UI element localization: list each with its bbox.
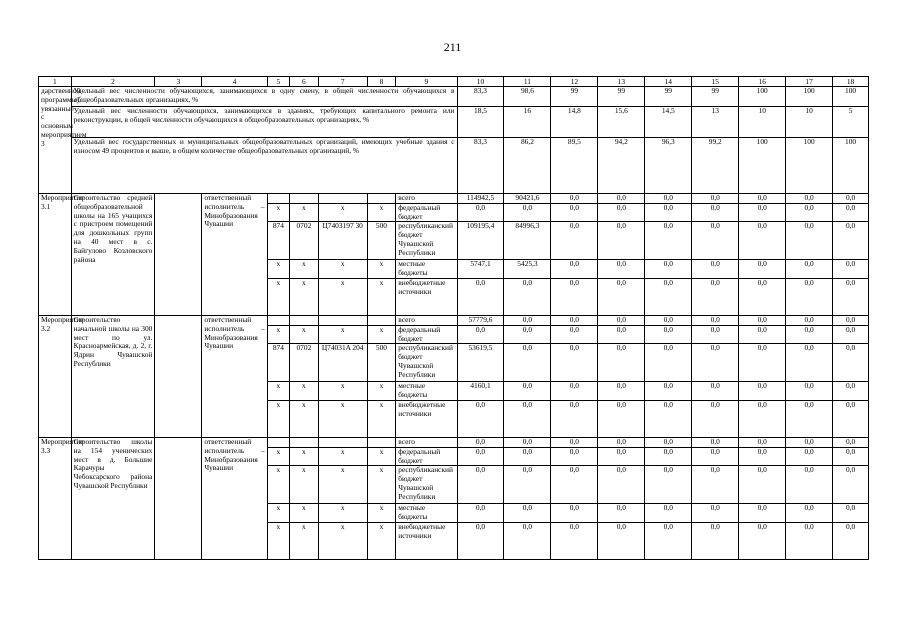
budget-code-cell: 500: [367, 222, 396, 260]
funding-value: 0,0: [645, 437, 692, 447]
header-cell: 1: [39, 77, 72, 87]
header-cell: 8: [367, 77, 396, 87]
funding-value: 0,0: [504, 522, 551, 559]
funding-value: 0,0: [645, 325, 692, 344]
funding-value: 0,0: [786, 278, 833, 315]
budget-code-cell: [367, 437, 396, 447]
funding-source: внебюджетные источники: [396, 522, 457, 559]
budget-code-cell: x: [367, 447, 396, 466]
funding-row: [39, 437, 869, 447]
funding-source: всего: [396, 315, 457, 325]
measure-name: Строительство начальной школы на 300 мест по ул. Красноармейская, д. 2, г. Ядрин Чувашской Республики: [71, 315, 155, 437]
funding-value: 0,0: [551, 522, 598, 559]
funding-value: 0,0: [786, 315, 833, 325]
indicator-value: 100: [786, 87, 833, 107]
funding-value: 0,0: [692, 466, 739, 504]
funding-value: 0,0: [504, 382, 551, 401]
budget-code-cell: x: [267, 260, 289, 279]
funding-value: 0,0: [786, 325, 833, 344]
indicator-value: 100: [833, 138, 869, 194]
budget-code-cell: [267, 437, 289, 447]
funding-source: всего: [396, 194, 457, 204]
funding-value: 0,0: [645, 447, 692, 466]
funding-value: 0,0: [833, 382, 869, 401]
header-cell: 10: [457, 77, 504, 87]
funding-value: 0,0: [692, 504, 739, 523]
indicator-value: 96,3: [645, 138, 692, 194]
funding-value: 0,0: [504, 437, 551, 447]
funding-value: 0,0: [786, 222, 833, 260]
budget-code-cell: x: [267, 504, 289, 523]
budget-code-cell: x: [318, 203, 367, 222]
funding-value: 0,0: [551, 222, 598, 260]
funding-value: 0,0: [551, 194, 598, 204]
budget-code-cell: x: [318, 466, 367, 504]
measure-col3: [155, 315, 202, 437]
funding-value: 0,0: [551, 504, 598, 523]
funding-value: 0,0: [598, 325, 645, 344]
funding-value: 0,0: [692, 203, 739, 222]
budget-code-cell: [290, 315, 319, 325]
funding-value: 0,0: [692, 315, 739, 325]
funding-value: 0,0: [833, 203, 869, 222]
funding-value: 0,0: [645, 382, 692, 401]
budget-code-cell: x: [318, 504, 367, 523]
budget-code-cell: 874: [267, 344, 289, 382]
funding-value: 0,0: [504, 344, 551, 382]
budget-code-cell: x: [367, 325, 396, 344]
indicator-value: 10: [786, 107, 833, 138]
indicator-value: 100: [786, 138, 833, 194]
indicators-section: [39, 87, 869, 194]
budget-code-cell: x: [318, 325, 367, 344]
header-cell: 11: [504, 77, 551, 87]
measure-executor: ответственный исполнитель – Минобразования Чувашии: [202, 315, 267, 437]
budget-code-cell: x: [267, 400, 289, 437]
budget-code-cell: 874: [267, 222, 289, 260]
funding-value: 0,0: [833, 344, 869, 382]
funding-value: 0,0: [833, 194, 869, 204]
indicator-value: 5: [833, 107, 869, 138]
indicator-value: 94,2: [598, 138, 645, 194]
funding-value: 0,0: [598, 203, 645, 222]
funding-source: федеральный бюджет: [396, 325, 457, 344]
indicator-value: 18,5: [457, 107, 504, 138]
funding-value: 0,0: [598, 382, 645, 401]
funding-value: 0,0: [551, 400, 598, 437]
funding-value: 0,0: [457, 437, 504, 447]
funding-value: 0,0: [692, 522, 739, 559]
budget-code-cell: [267, 194, 289, 204]
funding-value: 5747,1: [457, 260, 504, 279]
funding-value: 0,0: [833, 278, 869, 315]
funding-value: 0,0: [598, 447, 645, 466]
indicator-value: 99: [692, 87, 739, 107]
funding-value: 5425,3: [504, 260, 551, 279]
budget-code-cell: 500: [367, 344, 396, 382]
funding-value: 0,0: [739, 315, 786, 325]
funding-value: 53619,5: [457, 344, 504, 382]
budget-code-cell: [318, 315, 367, 325]
funding-value: 0,0: [833, 522, 869, 559]
budget-code-cell: x: [267, 382, 289, 401]
budget-code-cell: x: [290, 400, 319, 437]
funding-source: всего: [396, 437, 457, 447]
funding-value: 0,0: [645, 278, 692, 315]
budget-code-cell: x: [367, 504, 396, 523]
funding-value: 0,0: [833, 400, 869, 437]
header-cell: 18: [833, 77, 869, 87]
funding-value: 0,0: [739, 466, 786, 504]
budget-code-cell: Ц7403197 30: [318, 222, 367, 260]
page-number: 211: [443, 40, 462, 54]
funding-row: [39, 194, 869, 204]
budget-code-cell: x: [290, 260, 319, 279]
budget-code-cell: x: [318, 260, 367, 279]
funding-value: 0,0: [645, 344, 692, 382]
budget-code-cell: x: [367, 466, 396, 504]
header-cell: 17: [786, 77, 833, 87]
budget-code-cell: x: [290, 447, 319, 466]
funding-value: 0,0: [786, 194, 833, 204]
header-cell: 15: [692, 77, 739, 87]
funding-value: 0,0: [692, 194, 739, 204]
funding-value: 0,0: [833, 466, 869, 504]
funding-value: 0,0: [739, 522, 786, 559]
measure-label: Мероприятие 3.3: [39, 437, 72, 559]
header-cell: 13: [598, 77, 645, 87]
funding-value: 0,0: [833, 504, 869, 523]
budget-code-cell: x: [318, 278, 367, 315]
funding-value: 0,0: [692, 437, 739, 447]
measure-col3: [155, 437, 202, 559]
funding-source: республиканский бюджет Чувашской Республики: [396, 344, 457, 382]
measure-name: Строительство школы на 154 ученических мест в д. Большие Карачуры Чебоксарского района Чувашской Республики: [71, 437, 155, 559]
measures-section: [39, 194, 869, 560]
funding-source: федеральный бюджет: [396, 447, 457, 466]
funding-value: 0,0: [692, 222, 739, 260]
funding-value: 0,0: [645, 315, 692, 325]
budget-code-cell: x: [318, 447, 367, 466]
funding-value: 0,0: [645, 203, 692, 222]
funding-value: 0,0: [457, 466, 504, 504]
funding-value: 0,0: [786, 382, 833, 401]
header-cell: 16: [739, 77, 786, 87]
measure-executor: ответственный исполнитель – Минобразования Чувашии: [202, 194, 267, 316]
funding-value: 0,0: [504, 278, 551, 315]
funding-value: 0,0: [786, 260, 833, 279]
budget-code-cell: x: [267, 466, 289, 504]
funding-value: 0,0: [645, 194, 692, 204]
budget-code-cell: x: [367, 382, 396, 401]
budget-code-cell: [290, 194, 319, 204]
indicator-text: Удельный вес численности обучающихся, занимающихся в одну смену, в общей численности обучающихся в общеобразовательных организациях, %: [71, 87, 457, 107]
indicator-row: [39, 87, 869, 107]
funding-value: 0,0: [551, 315, 598, 325]
funding-value: 0,0: [692, 382, 739, 401]
funding-value: 0,0: [598, 222, 645, 260]
funding-value: 0,0: [645, 260, 692, 279]
funding-value: 0,0: [833, 437, 869, 447]
funding-value: 0,0: [551, 344, 598, 382]
header-cell: 4: [202, 77, 267, 87]
budget-code-cell: [318, 437, 367, 447]
indicator-value: 99: [645, 87, 692, 107]
header-cell: 5: [267, 77, 289, 87]
funding-value: 0,0: [786, 504, 833, 523]
indicator-value: 83,3: [457, 87, 504, 107]
funding-value: 0,0: [833, 325, 869, 344]
funding-value: 0,0: [457, 447, 504, 466]
indicator-value: 99: [551, 87, 598, 107]
budget-code-cell: x: [267, 278, 289, 315]
funding-value: 0,0: [739, 278, 786, 315]
indicator-value: 83,3: [457, 138, 504, 194]
funding-value: 0,0: [786, 400, 833, 437]
funding-value: 109195,4: [457, 222, 504, 260]
budget-code-cell: x: [290, 522, 319, 559]
funding-value: 0,0: [739, 447, 786, 466]
funding-source: республиканский бюджет Чувашской Республики: [396, 222, 457, 260]
funding-value: 0,0: [739, 222, 786, 260]
funding-value: 0,0: [598, 504, 645, 523]
funding-value: 0,0: [739, 325, 786, 344]
budget-code-cell: x: [290, 325, 319, 344]
header-cell: 12: [551, 77, 598, 87]
indicator-value: 13: [692, 107, 739, 138]
funding-value: 0,0: [551, 447, 598, 466]
funding-value: 0,0: [504, 325, 551, 344]
funding-value: 0,0: [739, 437, 786, 447]
funding-value: 0,0: [551, 260, 598, 279]
funding-value: 0,0: [598, 278, 645, 315]
funding-source: внебюджетные источники: [396, 278, 457, 315]
funding-value: 57779,6: [457, 315, 504, 325]
budget-code-cell: x: [318, 522, 367, 559]
indicator-value: 14,5: [645, 107, 692, 138]
funding-value: 0,0: [504, 466, 551, 504]
budget-code-cell: [267, 315, 289, 325]
header-cell: 9: [396, 77, 457, 87]
budget-code-cell: x: [290, 278, 319, 315]
measure-col3: [155, 194, 202, 316]
funding-value: 0,0: [457, 522, 504, 559]
indicator-value: 100: [833, 87, 869, 107]
funding-value: 0,0: [504, 315, 551, 325]
funding-value: 0,0: [786, 344, 833, 382]
funding-value: 0,0: [645, 466, 692, 504]
funding-value: 0,0: [692, 260, 739, 279]
header-cell: 2: [71, 77, 155, 87]
budget-code-cell: 0702: [290, 344, 319, 382]
indicator-value: 10: [739, 107, 786, 138]
indicator-value: 99,2: [692, 138, 739, 194]
funding-value: 0,0: [551, 325, 598, 344]
indicator-value: 14,8: [551, 107, 598, 138]
budget-code-cell: [290, 437, 319, 447]
indicator-value: 98,6: [504, 87, 551, 107]
funding-value: 0,0: [833, 222, 869, 260]
funding-value: 0,0: [786, 203, 833, 222]
budget-code-cell: Ц74031A 204: [318, 344, 367, 382]
funding-value: 4160,1: [457, 382, 504, 401]
measure-name: Строительство средней общеобразовательной школы на 165 учащихся с пристроем помещений для дошкольных групп на 40 мест в с. Байгулово Козловского района: [71, 194, 155, 316]
indicator-value: 89,5: [551, 138, 598, 194]
budget-table: [38, 76, 869, 560]
budget-code-cell: x: [267, 522, 289, 559]
funding-value: 0,0: [551, 382, 598, 401]
funding-value: 90421,6: [504, 194, 551, 204]
budget-code-cell: x: [290, 382, 319, 401]
funding-value: 0,0: [645, 400, 692, 437]
header-cell: 14: [645, 77, 692, 87]
budget-code-cell: [367, 194, 396, 204]
funding-value: 0,0: [786, 447, 833, 466]
funding-value: 0,0: [457, 203, 504, 222]
funding-source: местные бюджеты: [396, 504, 457, 523]
funding-value: 0,0: [598, 522, 645, 559]
measure-label: Мероприятие 3.1: [39, 194, 72, 316]
funding-value: 0,0: [739, 504, 786, 523]
indicator-text: Удельный вес государственных и муниципальных общеобразовательных организаций, имеющих учебные здания с износом 49 процентов и выше, в общем количестве общеобразовательных организаций, %: [71, 138, 457, 194]
budget-code-cell: x: [290, 203, 319, 222]
funding-value: 0,0: [598, 466, 645, 504]
budget-code-cell: x: [290, 466, 319, 504]
funding-value: 0,0: [504, 400, 551, 437]
funding-value: 0,0: [457, 504, 504, 523]
funding-value: 0,0: [645, 504, 692, 523]
budget-code-cell: x: [318, 382, 367, 401]
indicator-value: 100: [739, 138, 786, 194]
funding-source: внебюджетные источники: [396, 400, 457, 437]
funding-value: 0,0: [786, 522, 833, 559]
funding-value: 0,0: [551, 437, 598, 447]
indicator-text: Удельный вес численности обучающихся, занимающихся в зданиях, требующих капитального ремонта или реконструкции, в общей численности обучающихся в общеобразовательных организациях, %: [71, 107, 457, 138]
budget-code-cell: x: [267, 325, 289, 344]
funding-source: местные бюджеты: [396, 260, 457, 279]
funding-value: 0,0: [551, 278, 598, 315]
funding-value: 0,0: [504, 447, 551, 466]
budget-code-cell: x: [367, 400, 396, 437]
funding-value: 0,0: [598, 194, 645, 204]
funding-source: местные бюджеты: [396, 382, 457, 401]
funding-value: 0,0: [457, 400, 504, 437]
indicator-value: 100: [739, 87, 786, 107]
funding-value: 0,0: [833, 315, 869, 325]
funding-value: 114942,5: [457, 194, 504, 204]
indicator-row: [39, 107, 869, 138]
budget-code-cell: x: [367, 522, 396, 559]
funding-value: 0,0: [739, 382, 786, 401]
funding-value: 0,0: [833, 260, 869, 279]
indicator-row: [39, 138, 869, 194]
header-cell: 6: [290, 77, 319, 87]
budget-code-cell: x: [367, 260, 396, 279]
funding-value: 0,0: [504, 203, 551, 222]
measure-label: Мероприятие 3.2: [39, 315, 72, 437]
measure-executor: ответственный исполнитель – Минобразования Чувашии: [202, 437, 267, 559]
funding-value: 0,0: [739, 400, 786, 437]
funding-value: 0,0: [833, 447, 869, 466]
funding-value: 0,0: [692, 447, 739, 466]
funding-value: 0,0: [645, 522, 692, 559]
funding-value: 0,0: [692, 344, 739, 382]
indicator-group-label: дарственной программы), увязанные с основным мероприятием 3: [39, 87, 72, 194]
budget-code-cell: x: [267, 447, 289, 466]
header-row: [39, 77, 869, 87]
indicator-value: 16: [504, 107, 551, 138]
funding-value: 0,0: [551, 203, 598, 222]
indicator-value: 86,2: [504, 138, 551, 194]
funding-value: 0,0: [598, 400, 645, 437]
funding-value: 0,0: [457, 278, 504, 315]
funding-value: 84996,3: [504, 222, 551, 260]
funding-value: 0,0: [692, 325, 739, 344]
funding-value: 0,0: [786, 437, 833, 447]
funding-value: 0,0: [598, 315, 645, 325]
funding-value: 0,0: [598, 260, 645, 279]
budget-code-cell: x: [367, 278, 396, 315]
budget-code-cell: x: [290, 504, 319, 523]
funding-value: 0,0: [739, 344, 786, 382]
funding-value: 0,0: [692, 278, 739, 315]
header-cell: 7: [318, 77, 367, 87]
funding-value: 0,0: [739, 203, 786, 222]
funding-value: 0,0: [551, 466, 598, 504]
budget-code-cell: x: [267, 203, 289, 222]
funding-value: 0,0: [739, 260, 786, 279]
funding-value: 0,0: [457, 325, 504, 344]
budget-code-cell: x: [367, 203, 396, 222]
funding-row: [39, 315, 869, 325]
indicator-value: 99: [598, 87, 645, 107]
budget-code-cell: x: [318, 400, 367, 437]
indicator-value: 15,6: [598, 107, 645, 138]
budget-code-cell: [318, 194, 367, 204]
funding-value: 0,0: [504, 504, 551, 523]
header-cell: 3: [155, 77, 202, 87]
funding-value: 0,0: [645, 222, 692, 260]
funding-value: 0,0: [739, 194, 786, 204]
funding-source: федеральный бюджет: [396, 203, 457, 222]
funding-value: 0,0: [598, 344, 645, 382]
budget-code-cell: 0702: [290, 222, 319, 260]
budget-code-cell: [367, 315, 396, 325]
funding-value: 0,0: [692, 400, 739, 437]
funding-source: республиканский бюджет Чувашской Республики: [396, 466, 457, 504]
funding-value: 0,0: [786, 466, 833, 504]
funding-value: 0,0: [598, 437, 645, 447]
